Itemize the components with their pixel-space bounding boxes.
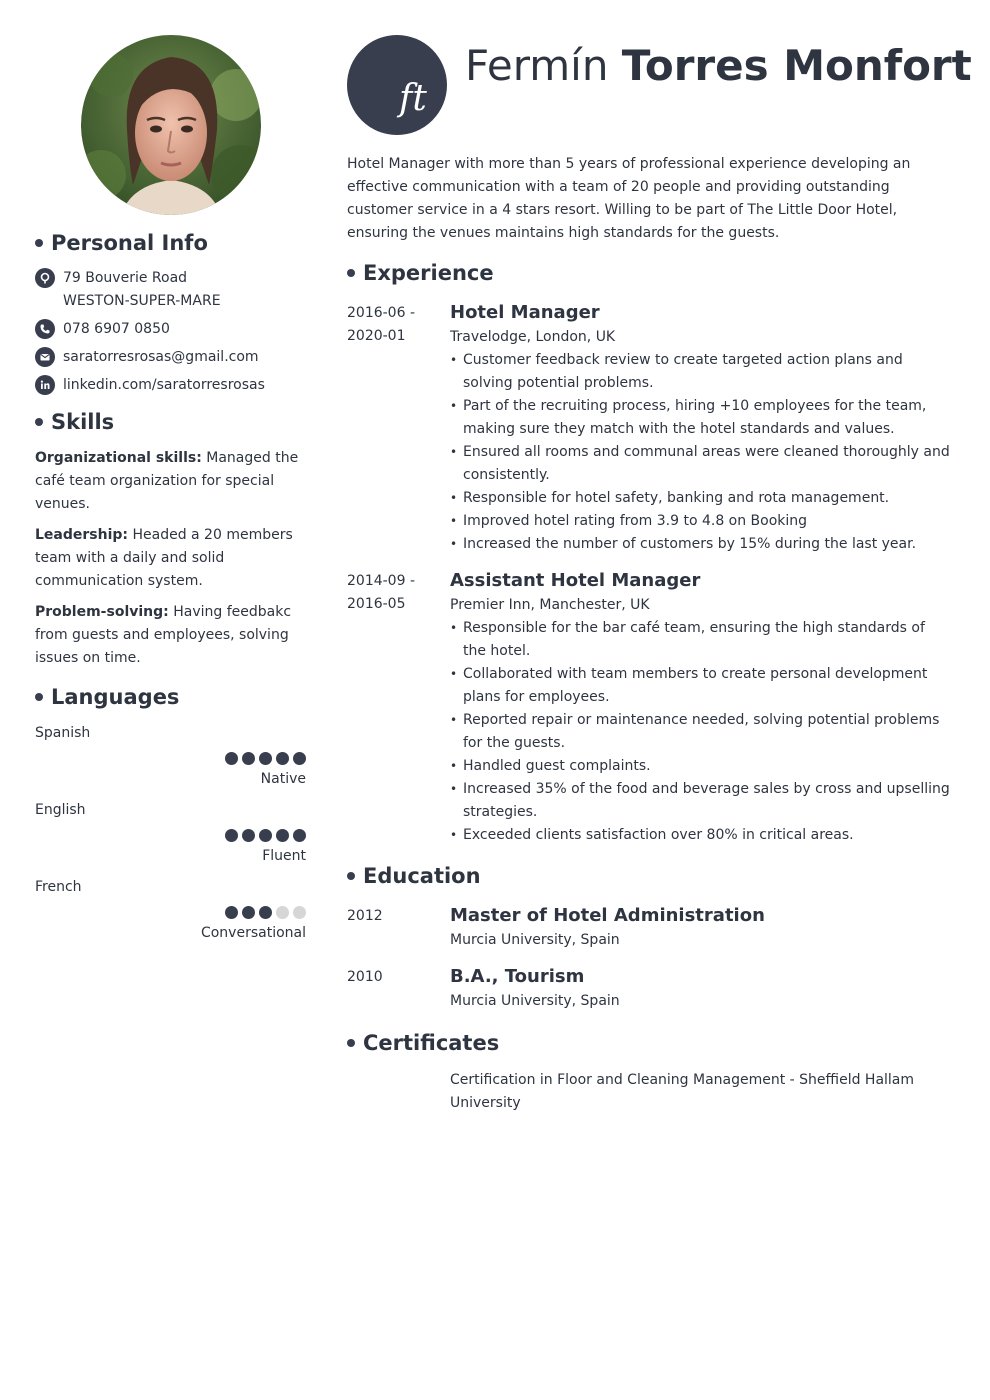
summary: Hotel Manager with more than 5 years of professional experience developing an effective communication with a team of 20 people and providing outstanding customer service in a 4 stars resort. Willing to be part of The Little Door Hotel, ensuring the venues maintains high standards for the guests. xyxy=(347,156,911,241)
rating-dot-filled xyxy=(259,829,272,842)
experience-entry xyxy=(347,568,952,847)
bullet-dot xyxy=(347,872,355,880)
rating-dot-filled xyxy=(276,752,289,765)
list-item: • Increased 35% of the food and beverage sales by cross and upselling strategies. xyxy=(450,778,952,824)
education-entry xyxy=(347,903,952,952)
job-bullets xyxy=(450,349,952,556)
list-item: • Part of the recruiting process, hiring +10 employees for the team, making sure they match with the hotel standards and values. xyxy=(450,395,952,441)
list-item: • Customer feedback review to create targeted action plans and solving potential problems. xyxy=(450,349,952,395)
rating-dot-filled xyxy=(293,752,306,765)
rating-dot-filled xyxy=(293,829,306,842)
degree-title: B.A., Tourism xyxy=(450,966,585,987)
list-item: • Reported repair or maintenance needed, solving potential problems for the guests. xyxy=(450,709,952,755)
location-pin-icon xyxy=(35,268,55,288)
first-name: Fermín xyxy=(465,41,609,90)
institution: Murcia University, Spain xyxy=(450,993,620,1009)
entry-date: 2012 xyxy=(347,908,383,924)
linkedin xyxy=(35,374,306,397)
sidebar xyxy=(35,35,306,953)
contact-list xyxy=(35,267,306,397)
envelope-icon xyxy=(35,347,55,367)
email-address[interactable]: saratorresrosas@gmail.com xyxy=(63,349,259,365)
skill-item: Problem-solving: Having feedbakc from guests and employees, solving issues on time. xyxy=(35,604,292,666)
header xyxy=(347,35,972,135)
language-rating xyxy=(35,906,306,919)
entry-date: 2010 xyxy=(347,969,383,985)
list-item: • Handled guest complaints. xyxy=(450,755,952,778)
certificate-entry xyxy=(347,1069,952,1115)
list-item: • Responsible for the bar café team, ensuring the high standards of the hotel. xyxy=(450,617,952,663)
linkedin-url[interactable]: linkedin.com/saratorresrosas xyxy=(63,377,265,393)
experience-heading: Experience xyxy=(347,261,952,285)
language-rating xyxy=(35,829,306,842)
linkedin-icon xyxy=(35,375,55,395)
rating-dot-filled xyxy=(225,906,238,919)
bullet-dot xyxy=(35,239,43,247)
institution: Murcia University, Spain xyxy=(450,932,620,948)
language-name: English xyxy=(35,802,86,818)
bullet-dot xyxy=(347,269,355,277)
entry-date: 2014-09 - 2016-05 xyxy=(347,573,415,612)
phone-number: 078 6907 0850 xyxy=(63,321,170,337)
monogram-logo: ft xyxy=(347,35,447,135)
certificates-heading: Certificates xyxy=(347,1031,952,1055)
bullet-dot xyxy=(347,1039,355,1047)
language-name: Spanish xyxy=(35,725,91,741)
job-organization: Premier Inn, Manchester, UK xyxy=(450,597,650,613)
language-rating xyxy=(35,752,306,765)
rating-dot-filled xyxy=(242,906,255,919)
phone xyxy=(35,318,306,341)
experience-entry xyxy=(347,300,952,556)
rating-dot-filled xyxy=(225,829,238,842)
email xyxy=(35,346,306,369)
rating-dot-filled xyxy=(242,752,255,765)
language-level: Conversational xyxy=(200,925,306,941)
bullet-dot xyxy=(35,418,43,426)
language-item xyxy=(35,876,306,945)
address xyxy=(35,267,306,313)
rating-dot-filled xyxy=(225,752,238,765)
languages-heading: Languages xyxy=(35,685,306,709)
list-item: • Ensured all rooms and communal areas were cleaned thoroughly and consistently. xyxy=(450,441,952,487)
list-item: • Collaborated with team members to create personal development plans for employees. xyxy=(450,663,952,709)
language-item xyxy=(35,799,306,868)
main-content xyxy=(347,35,972,1115)
list-item: • Responsible for hotel safety, banking and rota management. xyxy=(450,487,952,510)
rating-dot-empty xyxy=(293,906,306,919)
skills-list xyxy=(35,447,306,670)
profile-photo xyxy=(81,35,261,215)
job-title: Assistant Hotel Manager xyxy=(450,570,701,591)
education-entry xyxy=(347,964,952,1013)
bullet-dot xyxy=(35,693,43,701)
language-item xyxy=(35,722,306,791)
degree-title: Master of Hotel Administration xyxy=(450,905,765,926)
job-organization: Travelodge, London, UK xyxy=(450,329,616,345)
full-name xyxy=(465,41,972,91)
languages-list xyxy=(35,722,306,945)
list-item: • Increased the number of customers by 15% during the last year. xyxy=(450,533,952,556)
skill-item: Leadership: Headed a 20 members team with a daily and solid communication system. xyxy=(35,527,293,589)
language-name: French xyxy=(35,879,82,895)
last-name: Torres Monfort xyxy=(621,41,972,90)
list-item: • Improved hotel rating from 3.9 to 4.8 on Booking xyxy=(450,510,952,533)
rating-dot-filled xyxy=(276,829,289,842)
skills-heading: Skills xyxy=(35,410,306,434)
education-heading: Education xyxy=(347,864,952,888)
personal-info-heading: Personal Info xyxy=(35,231,306,255)
job-title: Hotel Manager xyxy=(450,302,600,323)
rating-dot-filled xyxy=(259,906,272,919)
rating-dot-filled xyxy=(259,752,272,765)
skill-item: Organizational skills: Managed the café team organization for special venues. xyxy=(35,450,299,512)
rating-dot-empty xyxy=(276,906,289,919)
language-level: Fluent xyxy=(262,848,306,864)
certificate-text: Certification in Floor and Cleaning Management - Sheffield Hallam University xyxy=(450,1072,915,1111)
phone-icon xyxy=(35,319,55,339)
entry-date: 2016-06 - 2020-01 xyxy=(347,305,415,344)
rating-dot-filled xyxy=(242,829,255,842)
list-item: • Exceeded clients satisfaction over 80% in critical areas. xyxy=(450,824,952,847)
address-line2: WESTON-SUPER-MARE xyxy=(63,293,221,309)
address-line1: 79 Bouverie Road xyxy=(63,270,188,286)
job-bullets xyxy=(450,617,952,847)
language-level: Native xyxy=(260,771,306,787)
